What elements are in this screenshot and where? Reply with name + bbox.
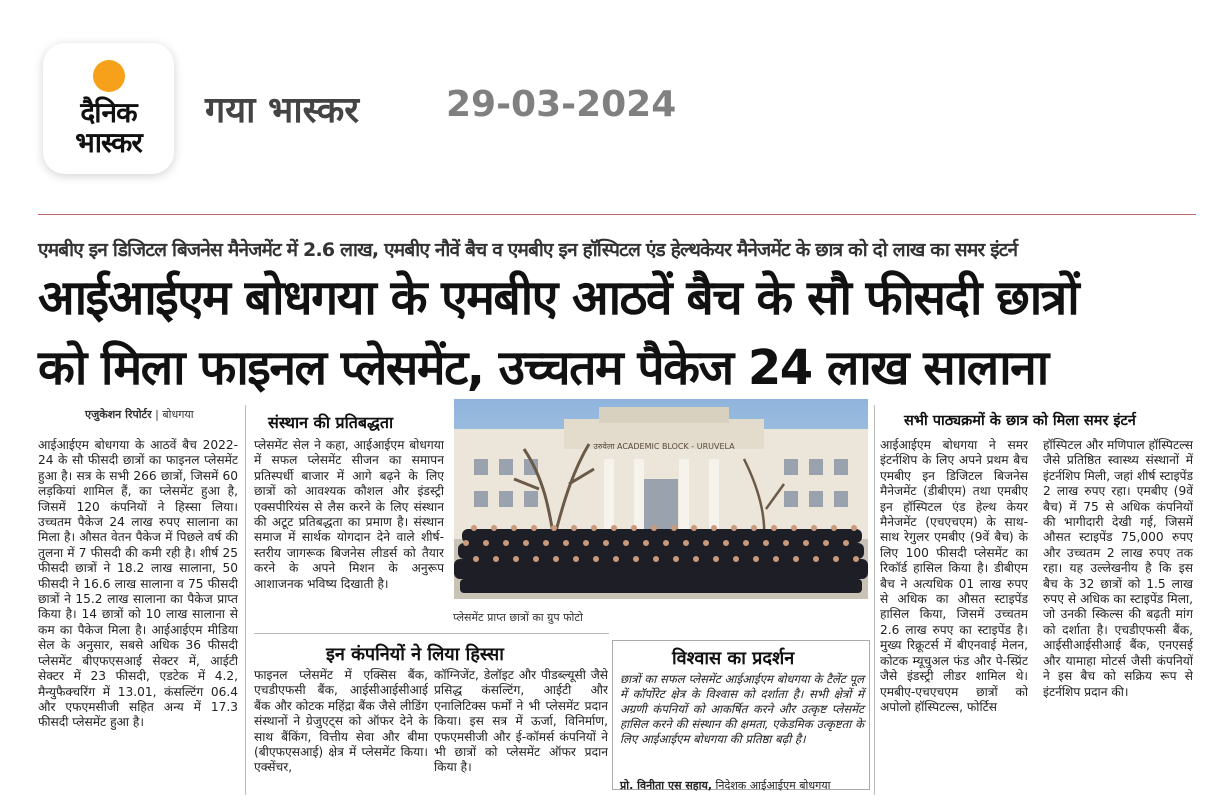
trust-heading: विश्वास का प्रदर्शन bbox=[672, 648, 795, 669]
companies-heading: इन कंपनियों ने लिया हिस्सा bbox=[326, 644, 504, 665]
edition-name: गया भास्कर bbox=[205, 90, 360, 131]
headline-line2: को मिला फाइनल प्लेसमेंट, उच्चतम पैकेज 24 लाख सालाना bbox=[38, 340, 1048, 396]
companies-column-right bbox=[434, 668, 608, 792]
headline-line1: आईआईएम बोधगया के एमबीए आठवें बैच के सौ फीसदी छात्रों bbox=[38, 270, 1079, 326]
building-sign: उरुवेला ACADEMIC BLOCK - URUVELA bbox=[593, 442, 735, 451]
photo-caption: प्लेसमेंट प्राप्त छात्रों का ग्रुप फोटो bbox=[453, 611, 583, 624]
companies-text-right: कॉग्निजेंट, डेलॉइट और पीडब्ल्यूसी जैसे प्रसिद्ध कंसल्टिंग, आईटी और एनालिटिक्स फर्मों ने भी प्लेसमेंट प्रदान किया। इस सत्र में ऊर्जा, विनिर्माण, एफएमसीजी और ई-कॉमर्स कंपनियों ने भी छात्रों को प्लेसमेंट ऑफर प्रदान किया है। bbox=[434, 668, 608, 775]
companies-column-left bbox=[254, 668, 428, 792]
commitment-heading: संस्थान की प्रतिबद्धता bbox=[268, 413, 394, 432]
masthead-divider bbox=[38, 214, 1196, 215]
section-divider bbox=[254, 633, 609, 634]
group-photo-illustration bbox=[454, 399, 868, 599]
kicker-line: एमबीए इन डिजिटल बिजनेस मैनेजमेंट में 2.6 लाख, एमबीए नौवें बैच व एमबीए इन हॉस्पिटल एंड हेल्थकेयर मैनेजमेंट के छात्र को दो लाख का समर इंटर्न bbox=[38, 239, 1018, 261]
logo-text-line2: भास्कर bbox=[75, 125, 142, 159]
byline-reporter: एजुकेशन रिपोर्टर bbox=[85, 408, 152, 421]
article-column-1 bbox=[38, 438, 238, 790]
column-divider bbox=[874, 405, 875, 795]
commitment-column bbox=[254, 438, 444, 628]
publication-date: 29-03-2024 bbox=[446, 84, 677, 125]
group-photo bbox=[454, 399, 868, 599]
trust-signature bbox=[620, 778, 831, 793]
internship-text-left: आईआईएम बोधगया ने समर इंटर्नशिप के लिए अपने प्रथम बैच एमबीए इन डिजिटल बिजनेस मैनेजमेंट (डीबीएम) तथा एमबीए इन हॉस्पिटल एंड हेल्थ केयर मैनेजमेंट (एचएचएम) के साथ-साथ रेगुलर एमबीए (9वें बैच) के लिए 100 फीसदी प्लेसमेंट का रिकॉर्ड हासिल किया है। डीबीएम बैच ने अत्यधिक 01 लाख रुपए से अधिक का औसत स्टाइपेंड हासिल किया, जिसमें उच्चतम 2.6 लाख रुपए का स्टाइपेंड है। मुख्य रिक्रूटर्स में बीएनवाई मेलन, कोटक म्यूचुअल फंड और पे-स्प्रिंट जैसे इंडस्ट्री लीडर शामिल थे। एमबीए-एचएचएम छात्रों को अपोलो हॉस्पिटल्स, फोर्टिस bbox=[880, 438, 1028, 714]
column-1-text: आईआईएम बोधगया के आठवें बैच 2022-24 के सौ फीसदी छात्रों का फाइनल प्लेसमेंट हुआ है। सत्र के सभी 266 छात्रों, जिसमें 60 लड़कियां शामिल हैं, का प्लेसमेंट हुआ है, जिसमें 120 कंपनियों ने हिस्सा लिया। उच्चतम पैकेज 24 लाख रुपए सालाना का मिला है। औसत वेतन पैकेज में पिछले वर्ष की तुलना में 7 फीसदी की कमी रही है। शीर्ष 25 फीसदी छात्रों ने 18.2 लाख सालाना, 50 फीसदी ने 16.6 लाख सालाना व 75 फीसदी छात्रों ने 15.2 लाख सालाना का पैकेज प्राप्त किया है। 14 छात्रों को 10 लाख सालाना से कम का पैकेज मिला है। आईआईएम मीडिया सेल के अनुसार, सबसे अधिक 36 फीसदी प्लेसमेंट बीएफएसआई सेक्टर में, आईटी सेक्टर में 23 फीसदी, एडटेक में 4.2, मैन्युफैक्चरिंग में 13.01, कंसल्टिंग 06.4 और एफएमसीजी सहित अन्य में 17.3 फीसदी प्लेसमेंट हुआ है। bbox=[38, 438, 238, 730]
internship-text-right: हॉस्पिटल और मणिपाल हॉस्पिटल्स जैसे प्रतिष्ठित स्वास्थ्य संस्थानों में इंटर्नशिप मिली, जहां शीर्ष स्टाइपेंड 2 लाख रुपए रहा। एमबीए (9वें बैच) में 75 से अधिक कंपनियों की भागीदारी देखी गई, जिसमें औसत स्टाइपेंड 75,000 रुपए और उच्चतम 2 लाख रुपए तक रहा। यह उल्लेखनीय है कि इस बैच के 32 छात्रों को 1.5 लाख रुपए से अधिक का स्टाइपेंड मिला, जो उनकी स्किल्स की बढ़ती मांग को दर्शाता है। एचडीएफसी बैंक, आईसीआईसीआई बैंक, एनएसई और यामाहा मोटर्स जैसी कंपनियों ने इस बैच को सक्रिय रूप से इंटर्नशिप प्रदान की। bbox=[1043, 438, 1193, 699]
byline-place: बोधगया bbox=[162, 408, 194, 421]
logo-text-line1: दैनिक bbox=[80, 95, 137, 129]
internship-column-left bbox=[880, 438, 1028, 790]
companies-text-left: फाइनल प्लेसमेंट में एक्सिस बैंक, एचडीएफसी बैंक, आईसीआईसीआई बैंक और कोटक महिंद्रा बैंक जैसे लीडिंग संस्थानों ने ग्रेजुएट्स को ऑफर देने के साथ बैंकिंग, वित्तीय सेवा और बीमा (बीएफएसआई) क्षेत्र में प्लेसमेंट किया। एक्सेंचर, bbox=[254, 668, 428, 775]
sun-icon bbox=[93, 60, 125, 92]
dainik-bhaskar-logo[interactable] bbox=[43, 43, 174, 174]
trust-quote: छात्रों का सफल प्लेसमेंट आईआईएम बोधगया के टैलेंट पूल में कॉर्पोरेट क्षेत्र के विश्वास को दर्शाता है। सभी क्षेत्रों में अग्रणी कंपनियों को आकर्षित करने और उत्कृष्ट प्लेसमेंट हासिल करने की संस्थान की क्षमता, एकेडमिक उत्कृष्टता के लिए आईआईएम बोधगया की प्रतिष्ठा बढ़ी है। bbox=[620, 672, 864, 746]
internship-column-right bbox=[1043, 438, 1193, 790]
internship-heading: सभी पाठ्यक्रमों के छात्र को मिला समर इंटर्न bbox=[904, 413, 1136, 429]
signatory-title: निदेशक आईआईएम बोधगया bbox=[715, 779, 831, 792]
column-divider bbox=[245, 405, 246, 795]
commitment-text: प्लेसमेंट सेल ने कहा, आईआईएम बोधगया में सफल प्लेसमेंट सीजन का समापन प्रतिस्पर्धी बाजार में आगे बढ़ने के लिए छात्रों को आवश्यक कौशल और इंडस्ट्री एक्सपीरियंस से लैस करने के लिए संस्थान की अटूट प्रतिबद्धता का प्रमाण है। संस्थान समाज में सार्थक योगदान देने वाले शीर्ष-स्तरीय जागरूक बिजनेस लीडर्स को तैयार करने के अपने मिशन के अनुरूप आशाजनक भविष्य दिखाती है। bbox=[254, 438, 444, 591]
byline: एजुकेशन रिपोर्टर | बोधगया bbox=[85, 408, 194, 421]
signatory-name: प्रो. विनीता एस सहाय, bbox=[620, 779, 713, 792]
